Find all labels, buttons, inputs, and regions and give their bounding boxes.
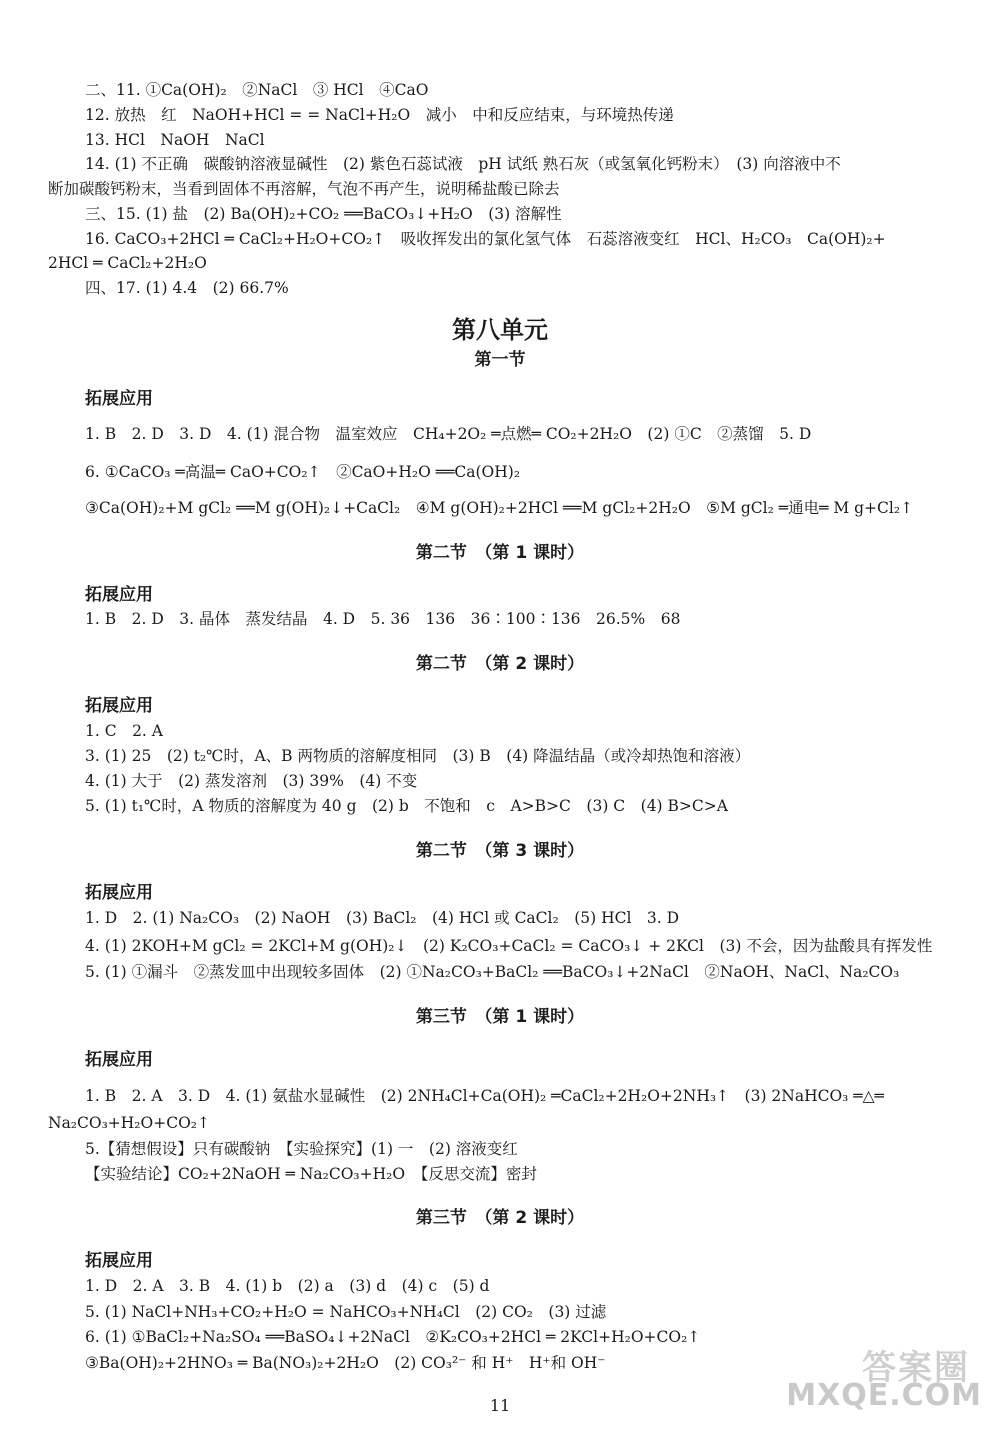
section-title: 第二节 （第 2 课时）	[415, 654, 585, 674]
answer-line: 5. (1) NaCl+NH₃+CO₂+H₂O = NaHCO₃+NH₄Cl (2) CO₂ (3) 过滤	[85, 1303, 607, 1321]
section-title: 第一节	[474, 350, 526, 370]
subsection-heading: 拓展应用	[85, 883, 153, 903]
answer-line: 12. 放热 红 NaOH+HCl = = NaCl+H₂O 减小 中和反应结束，与环境热传递	[85, 106, 674, 124]
answer-line: 1. B 2. D 3. D 4. (1) 混合物 温室效应 CH₄+2O₂ ═点燃═ CO₂+2H₂O (2) ①C ②蒸馏 5. D	[85, 425, 812, 443]
answer-line: 4. (1) 2KOH+M gCl₂ = 2KCl+M g(OH)₂↓ (2) K₂CO₃+CaCl₂ = CaCO₃↓ + 2KCl (3) 不会，因为盐酸具有挥发性	[85, 937, 933, 955]
answer-line: 1. D 2. A 3. B 4. (1) b (2) a (3) d (4) c (5) d	[85, 1277, 490, 1295]
subsection-heading: 拓展应用	[85, 389, 153, 409]
answer-line: 2HCl ═ CaCl₂+2H₂O	[48, 254, 207, 272]
answer-line: 断加碳酸钙粉末，当看到固体不再溶解，气泡不再产生，说明稀盐酸已除去	[48, 180, 560, 198]
unit-title: 第八单元	[452, 316, 548, 344]
section-title: 第三节 （第 1 课时）	[415, 1007, 585, 1027]
page-number: 11	[489, 1396, 511, 1415]
answer-line: 1. D 2. (1) Na₂CO₃ (2) NaOH (3) BaCl₂ (4) HCl 或 CaCl₂ (5) HCl 3. D	[85, 909, 680, 927]
answer-line: 【实验结论】CO₂+2NaOH ═ Na₂CO₃+H₂O 【反思交流】密封	[85, 1165, 537, 1183]
answer-line: 3. (1) 25 (2) t₂℃时，A、B 两物质的溶解度相同 (3) B (4) 降温结晶（或冷却热饱和溶液）	[85, 747, 751, 765]
subsection-heading: 拓展应用	[85, 585, 153, 605]
section-title: 第三节 （第 2 课时）	[415, 1208, 585, 1228]
subsection-heading: 拓展应用	[85, 1050, 153, 1070]
answer-line: 5. (1) t₁℃时，A 物质的溶解度为 40 g (2) b 不饱和 c A>B>C (3) C (4) B>C>A	[85, 797, 728, 815]
section-title: 第二节 （第 1 课时）	[415, 543, 585, 563]
answer-line: 14. (1) 不正确 碳酸钠溶液显碱性 (2) 紫色石蕊试液 pH 试纸 熟石灰（或氢氧化钙粉末） (3) 向溶液中不	[85, 155, 841, 173]
answer-line: 6. (1) ①BaCl₂+Na₂SO₄ ══BaSO₄↓+2NaCl ②K₂CO₃+2HCl ═ 2KCl+H₂O+CO₂↑	[85, 1328, 701, 1346]
answer-line: 6. ①CaCO₃ ═高温═ CaO+CO₂↑ ②CaO+H₂O ══Ca(OH)₂	[85, 463, 521, 481]
answer-line: 13. HCl NaOH NaCl	[85, 131, 265, 149]
answer-line: 二、11. ①Ca(OH)₂ ②NaCl ③ HCl ④CaO	[85, 81, 429, 99]
answer-line: ③Ba(OH)₂+2HNO₃ ═ Ba(NO₃)₂+2H₂O (2) CO₃²⁻ 和 H⁺ H⁺和 OH⁻	[85, 1354, 606, 1372]
answer-line: 4. (1) 大于 (2) 蒸发溶剂 (3) 39% (4) 不变	[85, 772, 418, 790]
subsection-heading: 拓展应用	[85, 1251, 153, 1271]
answer-line: 1. B 2. A 3. D 4. (1) 氨盐水显碱性 (2) 2NH₄Cl+Ca(OH)₂ ═CaCl₂+2H₂O+2NH₃↑ (3) 2NaHCO₃ ═△═	[85, 1087, 884, 1105]
answer-line: 1. B 2. D 3. 晶体 蒸发结晶 4. D 5. 36 136 36∶100∶136 26.5% 68	[85, 610, 681, 628]
answer-line: 5.【猜想假设】只有碳酸钠 【实验探究】(1) 一 (2) 溶液变红	[85, 1140, 518, 1158]
answer-line: 1. C 2. A	[85, 722, 163, 740]
answer-line: 四、17. (1) 4.4 (2) 66.7%	[85, 279, 289, 297]
answer-line: 三、15. (1) 盐 (2) Ba(OH)₂+CO₂ ══BaCO₃↓+H₂O (3) 溶解性	[85, 205, 562, 223]
answer-line: ③Ca(OH)₂+M gCl₂ ══M g(OH)₂↓+CaCl₂ ④M g(OH)₂+2HCl ══M gCl₂+2H₂O ⑤M gCl₂ ═通电═ M g+Cl₂↑	[85, 499, 914, 517]
answer-line: Na₂CO₃+H₂O+CO₂↑	[48, 1114, 210, 1132]
answer-line: 5. (1) ①漏斗 ②蒸发皿中出现较多固体 (2) ①Na₂CO₃+BaCl₂ ══BaCO₃↓+2NaCl ②NaOH、NaCl、Na₂CO₃	[85, 963, 900, 981]
watermark-logo: 答案圈	[862, 1348, 970, 1388]
subsection-heading: 拓展应用	[85, 696, 153, 716]
section-title: 第二节 （第 3 课时）	[415, 841, 585, 861]
watermark-text: MXQE.COM	[786, 1378, 982, 1413]
answer-line: 16. CaCO₃+2HCl ═ CaCl₂+H₂O+CO₂↑ 吸收挥发出的氯化氢气体 石蕊溶液变红 HCl、H₂CO₃ Ca(OH)₂+	[85, 230, 886, 248]
